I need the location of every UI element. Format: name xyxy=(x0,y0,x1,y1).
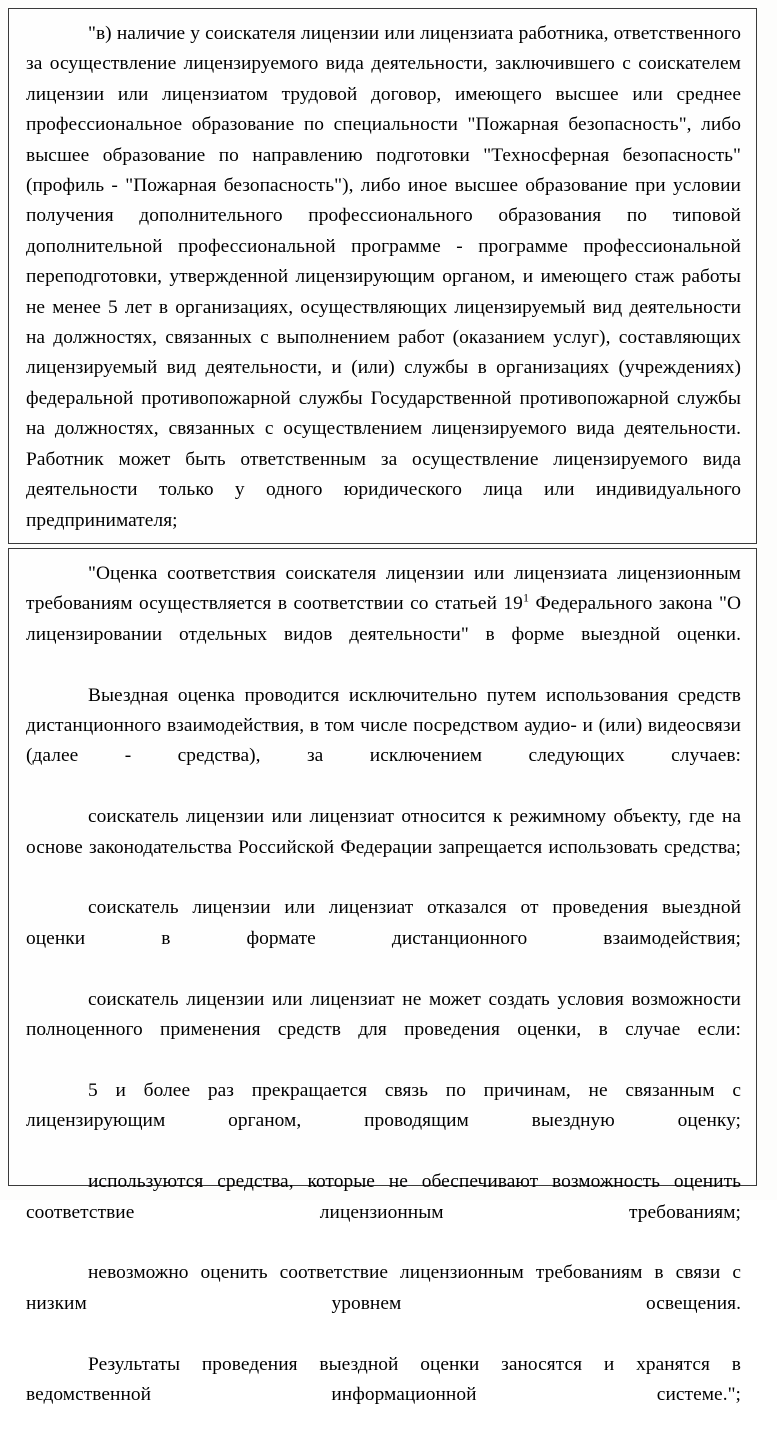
paragraph-assessment-intro xyxy=(26,559,741,681)
paragraph-clause-v: "в) наличие у соискателя лицензии или лицензиата работника, ответственного за осуществление лицензируемого вида деятельности, заключившего с соискателем лицензии или лицензиатом трудовой договор, имеющего высшее или среднее профессиональное образование по специальности "Пожарная безопасность", либо высшее образование по направлению подготовки "Техносферная безопасность" (профиль - "Пожарная безопасность"), либо иное высшее образование при условии получения дополнительного профессионального образования по типовой дополнительной профессиональной программе - программе профессиональной переподготовки, утвержденной лицензирующим органом, и имеющего стаж работы не менее 5 лет в организациях, осуществляющих лицензируемый вид деятельности на должностях, связанных с выполнением работ (оказанием услуг), составляющих лицензируемый вид деятельности, и (или) службы в организациях (учреждениях) федеральной противопожарной службы Государственной противопожарной службы на должностях, связанных с осуществлением лицензируемого вида деятельности. Работник может быть ответственным за осуществление лицензируемого вида деятельности только у одного юридического лица или индивидуального предпринимателя; xyxy=(26,23,741,531)
paragraph-assessment-intro-text-after: Федерального закона "О лицензировании отдельных видов деятельности" в форме выездной оценки. xyxy=(26,593,741,645)
text-frame-licensing-requirement xyxy=(8,8,757,544)
paragraph-exception-refusal: соискатель лицензии или лицензиат отказался от проведения выездной оценки в формате дистанционного взаимодействия; xyxy=(26,897,741,949)
paragraph-condition-inadequate-means: используются средства, которые не обеспечивают возможность оценить соответствие лицензионным требованиям; xyxy=(26,1171,741,1223)
text-frame-remote-assessment xyxy=(8,548,757,1405)
article-superscript-number: 1 xyxy=(522,590,529,605)
paragraph-condition-connection-loss: 5 и более раз прекращается связь по причинам, не связанным с лицензирующим органом, проводящим выездную оценку; xyxy=(26,1079,741,1132)
paragraph-assessment-intro-text-before: "Оценка соответствия соискателя лицензии или лицензиата лицензионным требованиям осуществляется в соответствии со статьей 19 xyxy=(26,563,741,615)
paragraph-results-storage: Результаты проведения выездной оценки заносятся и хранятся в ведомственной информационной системе."; xyxy=(26,1353,741,1405)
paragraph-remote-means: Выездная оценка проводится исключительно путем использования средств дистанционного взаимодействия, в том числе посредством аудио- и (или) видеосвязи (далее - средства), за исключением следующих случаев: xyxy=(26,684,741,767)
paragraph-condition-low-light: невозможно оценить соответствие лицензионным требованиям в связи с низким уровнем освещения. xyxy=(26,1262,741,1314)
paragraph-exception-no-conditions: соискатель лицензии или лицензиат не может создать условия возможности полноценного применения средств для проведения оценки, в случае если: xyxy=(26,988,741,1041)
paragraph-exception-restricted-facility: соискатель лицензии или лицензиат относится к режимному объекту, где на основе законодательства Российской Федерации запрещается использовать средства; xyxy=(26,806,741,858)
